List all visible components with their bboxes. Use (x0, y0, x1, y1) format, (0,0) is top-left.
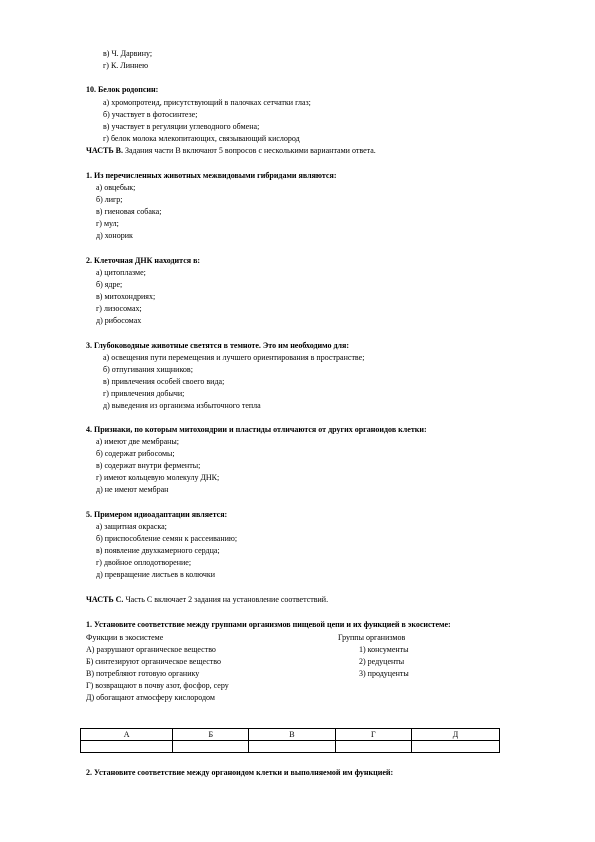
option-line: д) рибосомах (96, 316, 142, 325)
match-right-item: 1) консументы (359, 645, 409, 654)
option-line: д) превращение листьев в колючки (96, 570, 216, 579)
question-title: 1. Установите соответствие между группами организмов пищевой цепи и их функцией в экосистеме: (86, 620, 451, 629)
part-b-heading: ЧАСТЬ В. (86, 146, 123, 155)
answer-header-cell: Г (335, 729, 411, 741)
part-b-line (86, 146, 376, 156)
question-title: 5. Примером идиоадаптации является: (86, 510, 228, 519)
question-title: 10. Белок родопсин: (86, 85, 159, 94)
option-line: в) Ч. Дарвину; (103, 49, 153, 58)
match-left-item: В) потребляют готовую органику (86, 669, 200, 678)
question-title: 4. Признаки, по которым митохондрии и пластиды отличаются от других органоидов клетки: (86, 425, 427, 434)
option-line: в) гиеновая собака; (96, 207, 162, 216)
match-right-item: 2) редуценты (359, 657, 405, 666)
option-line: б) ядре; (96, 280, 123, 289)
question-title: 2. Установите соответствие между органоидом клетки и выполняемой им функцией: (86, 768, 394, 777)
option-line: а) освещения пути перемещения и лучшего ориентирования в пространстве; (103, 353, 365, 362)
option-line: г) К. Линнею (103, 61, 149, 70)
match-left-item: Г) возвращают в почву азот, фосфор, серу (86, 681, 229, 690)
option-line: д) не имеют мембран (96, 485, 169, 494)
answer-value-cell[interactable] (412, 741, 500, 753)
column-header-functions: Функции в экосистеме (86, 633, 164, 642)
column-header-groups: Группы организмов (338, 633, 406, 642)
answer-header-cell: В (249, 729, 335, 741)
answer-table-value-row (81, 741, 500, 753)
option-line: в) содержат внутри ферменты; (96, 461, 201, 470)
answer-value-cell[interactable] (335, 741, 411, 753)
option-line: а) цитоплазме; (96, 268, 146, 277)
option-line: в) привлечения особей своего вида; (103, 377, 225, 386)
option-line: б) приспособление семян к рассеиванию; (96, 534, 238, 543)
option-line: в) появление двухкамерного сердца; (96, 546, 220, 555)
option-line: г) имеют кольцевую молекулу ДНК; (96, 473, 220, 482)
question-title: 2. Клеточная ДНК находится в: (86, 256, 201, 265)
option-line: г) двойное оплодотворение; (96, 558, 192, 567)
option-line: а) овцебык; (96, 183, 136, 192)
match-left-item: А) разрушают органическое вещество (86, 645, 216, 654)
option-line: в) участвует в регуляции углеводного обмена; (103, 122, 260, 131)
option-line: д) выведения из организма избыточного тепла (103, 401, 261, 410)
option-line: б) содержат рибосомы; (96, 449, 175, 458)
option-line: д) хонорик (96, 231, 133, 240)
match-left-item: Д) обогащают атмосферу кислородом (86, 693, 215, 702)
option-line: г) белок молока млекопитающих, связывающий кислород (103, 134, 300, 143)
option-line: б) лигр; (96, 195, 123, 204)
option-line: в) митохондриях; (96, 292, 156, 301)
part-c-heading: ЧАСТЬ С. (86, 595, 124, 604)
question-title: 3. Глубоководные животные светятся в темноте. Это им необходимо для: (86, 341, 350, 350)
option-line: г) привлечения добычи; (103, 389, 185, 398)
question-title: 1. Из перечисленных животных межвидовыми гибридами являются: (86, 171, 337, 180)
option-line: г) мул; (96, 219, 119, 228)
option-line: б) отпугивания хищников; (103, 365, 193, 374)
answer-value-cell[interactable] (81, 741, 173, 753)
option-line: а) имеют две мембраны; (96, 437, 180, 446)
answer-header-cell: Д (412, 729, 500, 741)
part-c-text: Часть С включает 2 задания на установление соответствий. (125, 595, 329, 604)
option-line: а) хромопротеид, присутствующий в палочках сетчатки глаз; (103, 98, 311, 107)
match-left-item: Б) синтезируют органическое вещество (86, 657, 222, 666)
answer-value-cell[interactable] (173, 741, 249, 753)
answer-header-cell: А (81, 729, 173, 741)
answer-table-header-row (81, 729, 500, 741)
match-right-item: 3) продуценты (359, 669, 409, 678)
option-line: г) лизосомах; (96, 304, 142, 313)
answer-value-cell[interactable] (249, 741, 335, 753)
part-b-text: Задания части В включают 5 вопросов с несколькими вариантами ответа. (125, 146, 376, 155)
option-line: а) защитная окраска; (96, 522, 167, 531)
option-line: б) участвует в фотосинтезе; (103, 110, 198, 119)
answer-header-cell: Б (173, 729, 249, 741)
part-c-line (86, 595, 328, 605)
answer-table (80, 728, 500, 753)
